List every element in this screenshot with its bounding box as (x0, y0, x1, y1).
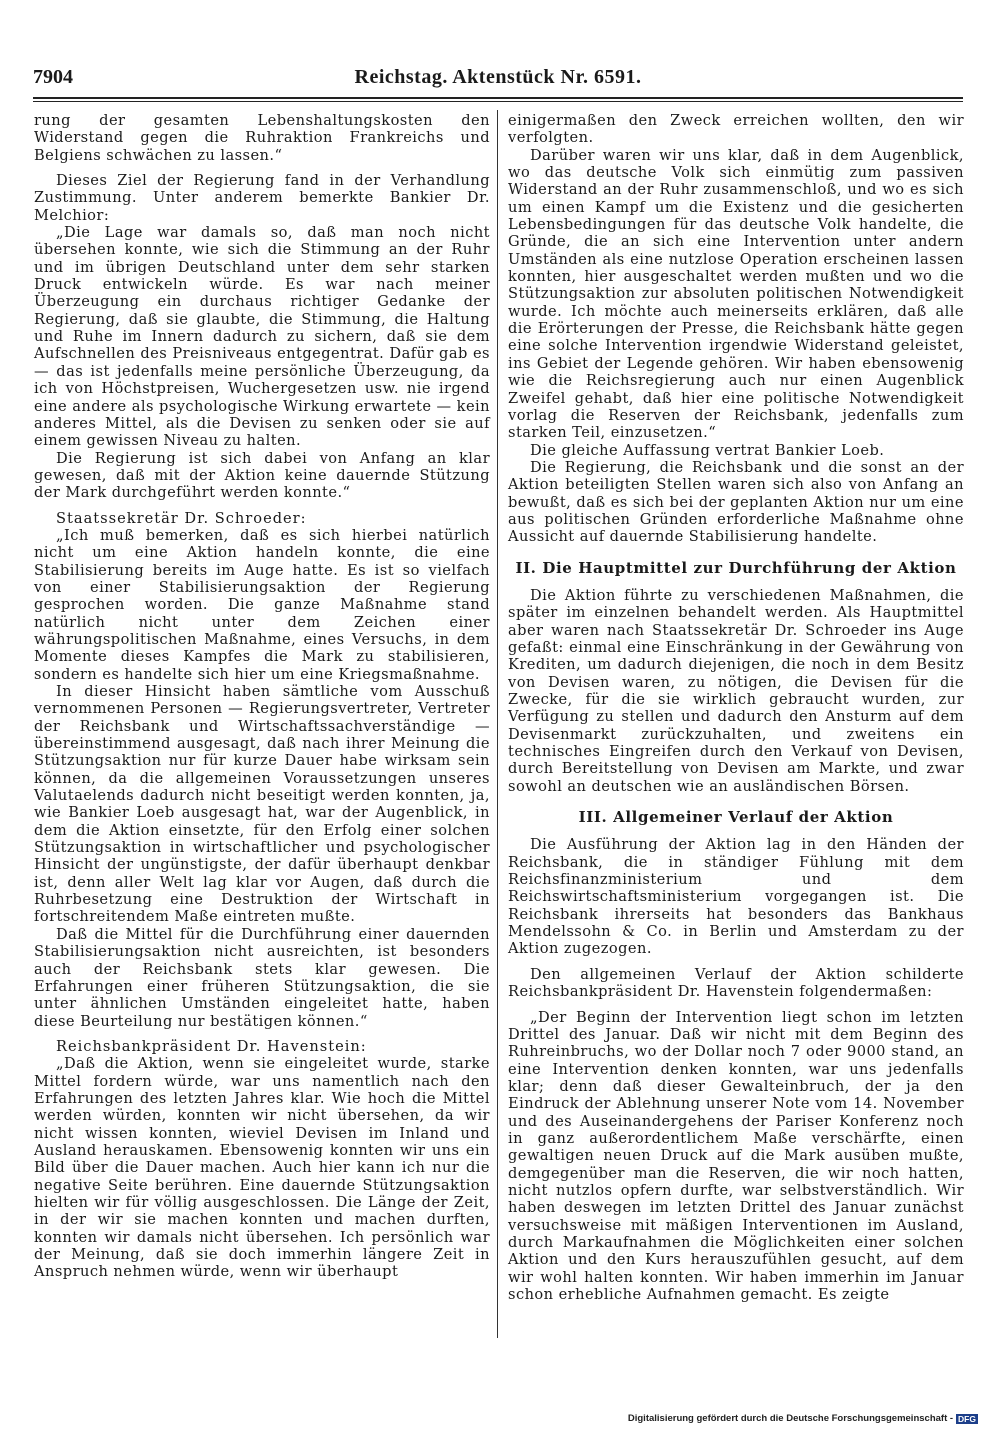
paragraph: rung der gesamten Lebenshaltungskosten den Widerstand gegen die Ruhraktion Frankreichs und Belgiens schwächen zu lassen.“ (34, 112, 490, 164)
paragraph: einigermaßen den Zweck erreichen wollten, den wir verfolgten. (508, 112, 964, 147)
page-header (33, 66, 963, 94)
digitization-credit (628, 1413, 978, 1424)
credit-text: Digitalisierung gefördert durch die Deutsche Forschungsgemeinschaft - (627, 1413, 954, 1424)
column-divider (497, 110, 498, 1338)
quote-paragraph: „Die Lage war damals so, daß man noch nicht übersehen konnte, wie sich die Stimmung an der Ruhr und im übrigen Deutschland unter dem sehr starken Druck entwickeln würde. Es war nach meiner Überzeugung ein durchaus richtiger Gedanke der Regierung, daß sie glaubte, die Stimmung, die Haltung und Ruhe im Innern dadurch zu sichern, daß sie dem Aufschnellen des Preisniveaus entgegentrat. Dafür gab es — das ist jedenfalls meine persönliche Überzeugung, da ich von Höchstpreisen, Wuchergesetzen usw. nie irgend eine andere als psychologische Wirkung erwartete — kein anderes Mittel, als die Devisen zu senken oder sie auf einem gewissen Niveau zu halten. (34, 224, 490, 450)
paragraph: Die Aktion führte zu verschiedenen Maßnahmen, die später im einzelnen behandelt werden. Als Hauptmittel aber waren nach Staatssekretär Dr. Schroeder ins Auge gefaßt: einmal eine Einschränkung in der Gewährung von Krediten, um dadurch diejenigen, die noch in dem Besitz von Devisen waren, zu nötigen, die Devisen für die Zwecke, für die sie wirklich gebraucht wurden, zur Verfügung zu stellen und dadurch den Ansturm auf dem Devisenmarkt zurückzuhalten, und zweitens ein technisches Eingreifen durch den Verkauf von Devisen, durch Bereitstellung von Devisen am Markte, und zwar sowohl an deutschen wie an ausländischen Börsen. (508, 586, 964, 795)
speaker-label: Staatssekretär Dr. Schroeder: (56, 509, 307, 527)
quote-paragraph: „Der Beginn der Intervention liegt schon im letzten Drittel des Januar. Daß wir nicht mit dem Beginn des Ruhreinbruchs, wo der Dollar noch 7 oder 9000 stand, an eine Intervention denken konnten, war uns jedenfalls klar; denn daß dieser Gewalteinbruch, der ja den Eindruck der Ablehnung unserer Note vom 14. November und des Auseinandergehens der Pariser Konferenz noch in ganz außerordentlichem Maße verschärfte, einen gewaltigen neuen Druck auf die Mark ausüben mußte, demgegenüber man die Reserven, die wir noch hatten, nicht nutzlos opfern durfte, war selbstverständlich. Wir haben deswegen im letzten Drittel des Januar zunächst versuchsweise mit mäßigen Interventionen im Ausland, durch Markaufnahmen die Möglichkeiten einer solchen Aktion und den Kurs herauszufühlen gesucht, auf dem wir wohl halten konnten. Wir haben immerhin im Januar schon erhebliche Aufnahmen gemacht. Es zeigte (508, 1008, 964, 1303)
paragraph: Den allgemeinen Verlauf der Aktion schilderte Reichsbankpräsident Dr. Havenstein folgendermaßen: (508, 965, 964, 1001)
right-column (508, 112, 964, 1303)
header-rule (33, 97, 963, 99)
header-rule-thin (33, 101, 963, 102)
paragraph: In dieser Hinsicht haben sämtliche vom Ausschuß vernommenen Personen — Regierungsvertreter, Vertreter der Reichsbank und Wirtschaftssachverständige — übereinstimmend ausgesagt, daß nach ihrer Meinung die Stützungsaktion nur für kurze Dauer habe wirksam sein können, da die allgemeinen Voraussetzungen unseres Valutaelends dadurch nicht beseitigt werden konnten, ja, wie Bankier Loeb ausgesagt hat, war der Augenblick, in dem die Aktion einsetzte, für den Erfolg einer solchen Stützungsaktion in wirtschaftlicher und psychologischer Hinsicht der ungünstigste, der dafür überhaupt denkbar ist, denn aller Welt lag klar vor Augen, daß durch die Ruhrbesetzung eine Destruktion der Wirtschaft in fortschreitendem Maße eintreten mußte. (34, 683, 490, 926)
running-title: Reichstag. Aktenstück Nr. 6591. (354, 66, 642, 88)
quote-paragraph: „Ich muß bemerken, daß es sich hierbei natürlich nicht um eine Aktion handeln konnte, die eine Stabilisierung bereits im Auge hatte. Es ist so vielfach von einer Stabilisierungsaktion der Regierung gesprochen worden. Die ganze Maßnahme stand natürlich nicht unter dem Zeichen einer währungspolitischen Maßnahme, eines Versuchs, in dem Momente dieses Kampfes die Mark zu stabilisieren, sondern es handelte sich hier um eine Kriegsmaßnahme. (34, 526, 490, 683)
quote-paragraph: Die Regierung ist sich dabei von Anfang an klar gewesen, daß mit der Aktion keine dauernde Stützung der Mark durchgeführt werden konnte.“ (34, 449, 490, 502)
dfg-logo: DFG (958, 1413, 976, 1424)
paragraph: Daß die Mittel für die Durchführung einer dauernden Stabilisierungsaktion nicht ausreichten, ist besonders auch der Reichsbank stets klar gewesen. Die Erfahrungen einer früheren Stützungsaktion, die sie unter ähnlichen Umständen eingeleitet hatte, haben diese Beurteilung nur bestätigen können.“ (34, 925, 490, 1030)
section-heading-3: III. Allgemeiner Verlauf der Aktion (578, 808, 894, 827)
paragraph: Die gleiche Auffassung vertrat Bankier Loeb. (530, 441, 885, 459)
left-column (34, 112, 490, 1281)
paragraph: Dieses Ziel der Regierung fand in der Verhandlung Zustimmung. Unter anderem bemerkte Bankier Dr. Melchior: (34, 172, 490, 224)
speaker-label: Reichsbankpräsident Dr. Havenstein: (56, 1037, 367, 1055)
paragraph: Die Ausführung der Aktion lag in den Händen der Reichsbank, die in ständiger Fühlung mit dem Reichsfinanzministerium und dem Reichswirtschaftsministerium vorgegangen ist. Die Reichsbank ihrerseits hat besonders das Bankhaus Mendelssohn & Co. in Berlin und Amsterdam zu der Aktion zugezogen. (508, 836, 964, 958)
page-number: 7904 (33, 66, 73, 88)
paragraph: Die Regierung, die Reichsbank und die sonst an der Aktion beteiligten Stellen waren sich also von Anfang an bewußt, daß es sich bei der geplanten Aktion nur um eine aus politischen Gründen erforderliche Maßnahme ohne Aussicht auf dauernde Stabilisierung handelte. (508, 458, 964, 546)
quote-paragraph: „Daß die Aktion, wenn sie eingeleitet wurde, starke Mittel fordern würde, war uns namentlich nach den Erfahrungen des letzten Jahres klar. Wie hoch die Mittel werden würden, konnten wir nicht übersehen, da wir nicht wissen konnten, wieviel Devisen im Inland und Ausland herauskamen. Ebensowenig konnten wir uns ein Bild über die Dauer machen. Auch hier kann ich nur die negative Seite berühren. Eine dauernde Stützungsaktion hielten wir für völlig ausgeschlossen. Die Länge der Zeit, in der wir sie machen konnten und machen durften, konnten wir damals nicht übersehen. Ich persönlich war der Meinung, daß sie doch immerhin längere Zeit in Anspruch nehmen würde, wenn wir überhaupt (34, 1055, 490, 1281)
quote-paragraph: Darüber waren wir uns klar, daß in dem Augenblick, wo das deutsche Volk sich einmütig zum passiven Widerstand an der Ruhr zusammenschloß, und wo es sich um einen Kampf um die Existenz und die gesicherten Lebensbedingungen für das deutsche Volk handelte, die Gründe, die an sich eine Intervention unter andern Umständen als eine nutzlose Operation erscheinen lassen konnten, hier ausgeschaltet werden mußten und wo die Stützungsaktion zur absoluten politischen Notwendigkeit wurde. Ich möchte auch meinerseits erklären, daß alle die Erörterungen der Presse, die Reichsbank hätte gegen eine solche Intervention irgendwie Widerstand geleistet, ins Gebiet der Legende gehören. Wir haben ebensowenig wie die Reichsregierung auch nur einen Augenblick Zweifel gehabt, daß hier eine politische Notwendigkeit vorlag die Reserven der Reichsbank, jedenfalls zum starken Teil, einzusetzen.“ (508, 146, 964, 442)
section-heading-2: II. Die Hauptmittel zur Durchführung der Aktion (515, 558, 957, 577)
